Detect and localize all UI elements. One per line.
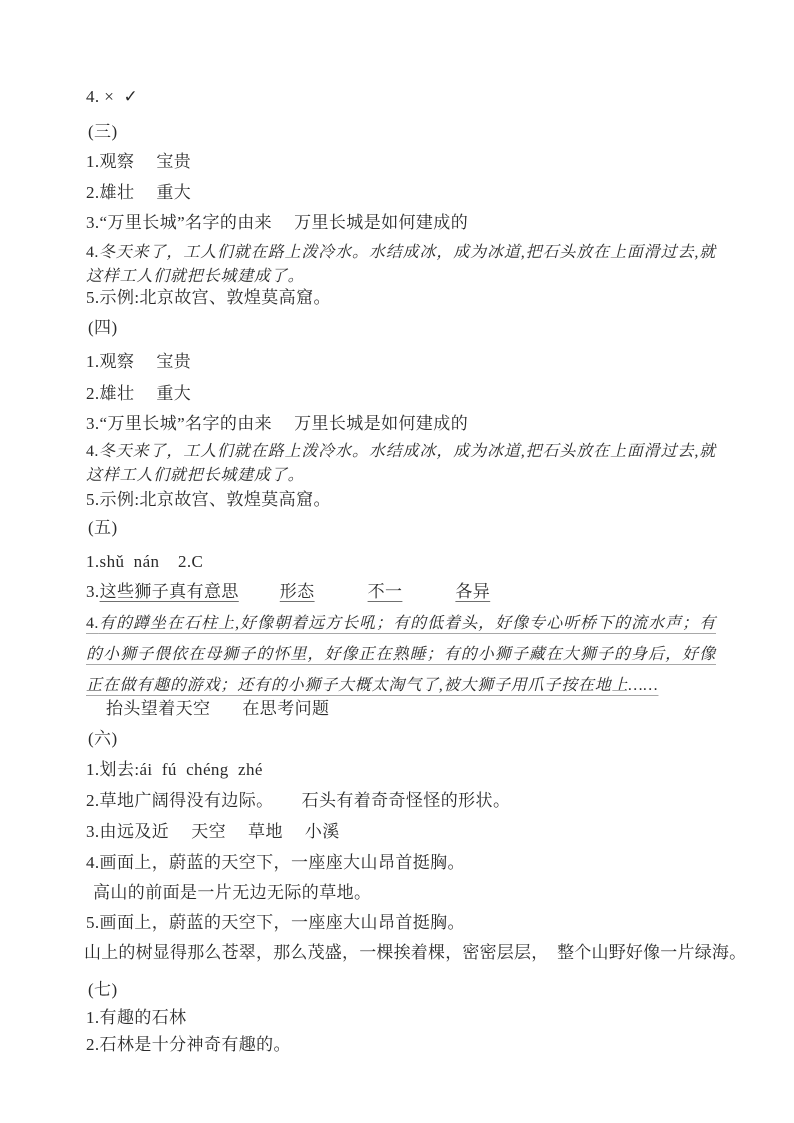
answer-text: 山上的树显得那么苍翠，那么茂盛，一棵挨着棵，密密层层， 整个山野好像一片绿海。 xyxy=(84,943,747,962)
item-number: 4. xyxy=(86,244,99,261)
answer-text: 4.画面上，蔚蓝的天空下，一座座大山昂首挺胸。 xyxy=(86,853,465,872)
answer-text: 在思考问题 xyxy=(242,699,330,718)
answer-text: 高山的前面是一片无边无际的草地。 xyxy=(93,883,372,902)
answer-item xyxy=(86,852,465,874)
answer-text: 1.观察 宝贵 xyxy=(86,152,192,171)
handwritten-answer-text: 有的蹲坐在石柱上,好像朝着远方长吼；有的低着头，好像专心听桥下的流水声；有的小狮子偎依在母狮子的怀里，好像正在熟睡；有的小狮子藏在大狮子的身后，好像正在做有趣的游戏；还有的小狮子大概太淘气了,被大狮子用爪子按在地上…… xyxy=(86,615,716,694)
answer-text: 3.“万里长城”名字的由来 万里长城是如何建成的 xyxy=(86,213,469,232)
item-number: 4. xyxy=(86,615,99,632)
answer-text: 1.有趣的石林 xyxy=(86,1008,187,1027)
section-header-label: (七) xyxy=(88,980,118,999)
answer-item-with-blanks xyxy=(86,581,503,603)
section-header-label: (六) xyxy=(88,729,118,748)
section-header-label: (五) xyxy=(88,518,118,537)
answer-text: 2.石林是十分神奇有趣的。 xyxy=(86,1035,291,1054)
answer-item xyxy=(86,759,263,781)
answer-text: 3.“万里长城”名字的由来 万里长城是如何建成的 xyxy=(86,414,469,433)
section-header-label: (四) xyxy=(88,318,118,337)
answer-text: 5.示例:北京故宫、敦煌莫高窟。 xyxy=(86,288,331,307)
answer-item xyxy=(86,551,203,573)
answer-paragraph xyxy=(86,440,716,488)
answer-text: 1.划去:ái fú chéng zhé xyxy=(86,760,263,779)
answer-item xyxy=(86,790,510,812)
handwritten-answer-text: 冬天来了，工人们就在路上泼冷水。水结成冰，成为冰道,把石头放在上面滑过去,就这样工人们就把长城建成了。 xyxy=(86,244,716,285)
answer-text: 石头有着奇奇怪怪的形状。 xyxy=(301,791,511,810)
answer-item xyxy=(86,413,468,435)
item-number: 3. xyxy=(86,582,100,601)
answer-text: 4. × ✓ xyxy=(86,87,139,106)
answer-text: 5.画面上，蔚蓝的天空下，一座座大山昂首挺胸。 xyxy=(86,913,465,932)
answer-text: 1.shǔ nán 2.C xyxy=(86,552,204,571)
answer-item xyxy=(86,489,331,511)
answer-item-continuation xyxy=(93,882,371,904)
section-header-7 xyxy=(88,979,118,1001)
underlined-answer: 各异 xyxy=(455,582,491,601)
answer-paragraph xyxy=(86,241,716,289)
answer-text: 3.由远及近 天空 草地 小溪 xyxy=(86,822,340,841)
answer-item xyxy=(86,151,191,173)
answer-text: 抬头望着天空 xyxy=(106,699,211,718)
answer-item xyxy=(86,383,191,405)
answer-text: 1.观察 宝贵 xyxy=(86,352,192,371)
section-header-6 xyxy=(88,728,118,750)
item-number: 4. xyxy=(86,443,99,460)
answer-paragraph-underlined xyxy=(86,608,716,701)
handwritten-answer-text: 冬天来了，工人们就在路上泼冷水。水结成冰，成为冰道,把石头放在上面滑过去,就这样工人们就把长城建成了。 xyxy=(86,443,716,484)
section-header-4 xyxy=(88,317,118,339)
answer-item xyxy=(86,821,340,843)
answer-item xyxy=(86,182,191,204)
answer-item-continuation xyxy=(84,942,746,964)
answer-item xyxy=(86,1007,187,1029)
underlined-answer: 不一 xyxy=(367,582,403,601)
answer-text: 5.示例:北京故宫、敦煌莫高窟。 xyxy=(86,490,331,509)
answer-item xyxy=(86,287,331,309)
answer-text: 2.雄壮 重大 xyxy=(86,384,192,403)
answer-item xyxy=(86,1034,291,1056)
answer-text: 2.雄壮 重大 xyxy=(86,183,192,202)
answer-item xyxy=(86,212,468,234)
section-header-5 xyxy=(88,517,118,539)
answer-note xyxy=(106,698,329,720)
underlined-answer: 形态 xyxy=(279,582,315,601)
underlined-answer: 这些狮子真有意思 xyxy=(99,582,239,601)
answer-text: 2.草地广阔得没有边际。 xyxy=(86,791,274,810)
answer-item xyxy=(86,351,191,373)
answer-item-check-marks xyxy=(86,86,138,108)
answer-item xyxy=(86,912,465,934)
section-header-label: (三) xyxy=(88,122,118,141)
section-header-3 xyxy=(88,121,118,143)
